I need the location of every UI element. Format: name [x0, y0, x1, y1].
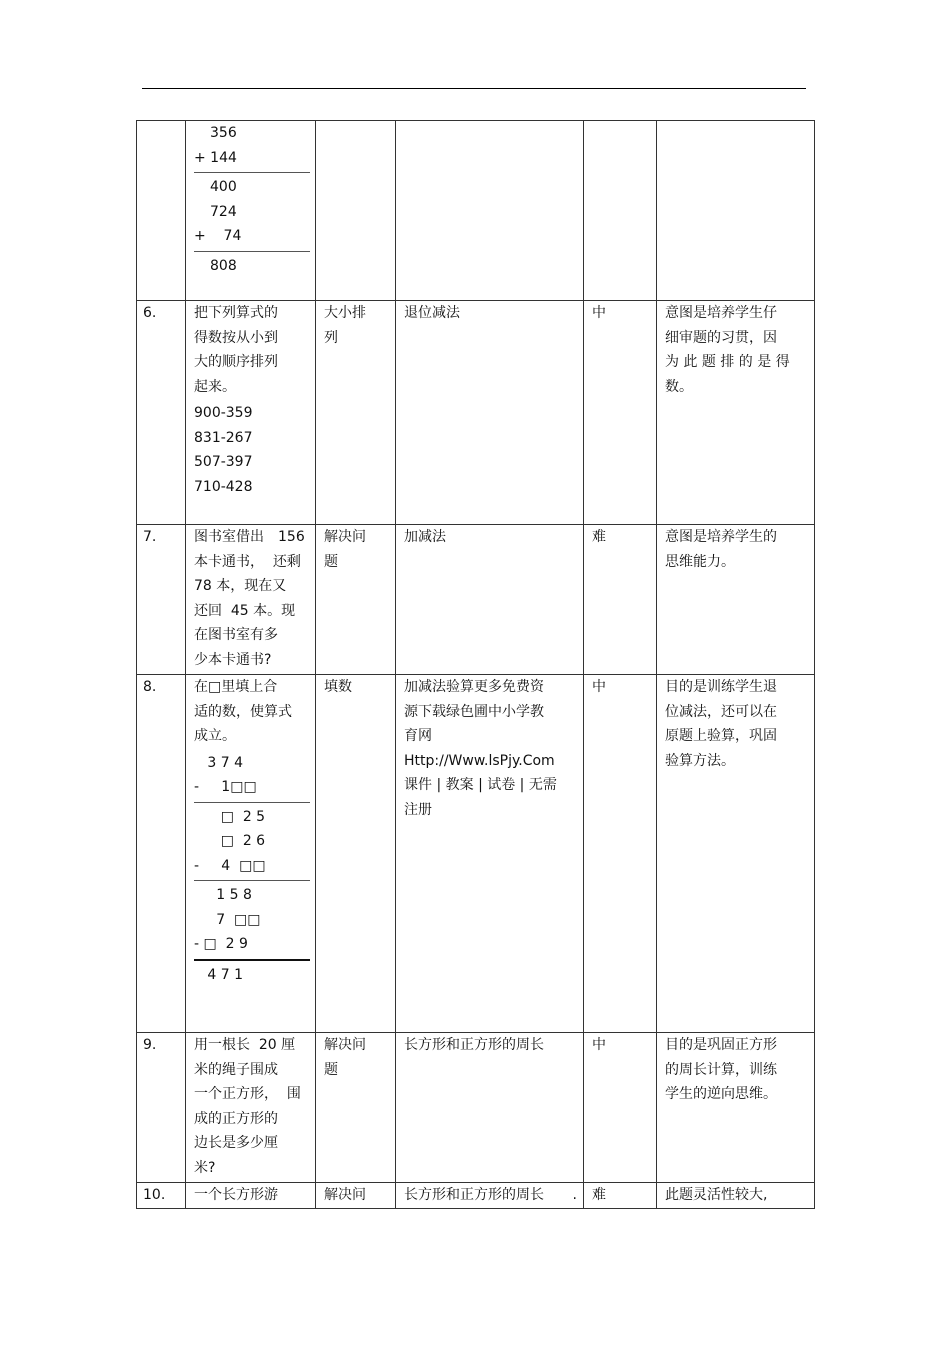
- calc-result: □ 2 5: [194, 808, 266, 825]
- calc-rule: [194, 802, 310, 803]
- calc-rule: [194, 172, 310, 173]
- cell-type: 填数: [316, 675, 396, 1033]
- cell-question: [186, 121, 316, 301]
- cell-num: 10.: [137, 1183, 186, 1209]
- calc-operand: + 144: [194, 149, 237, 166]
- cell-difficulty: 中: [584, 301, 657, 525]
- cell-knowledge: 加减法验算更多免费资 源下载绿色圃中小学教 育网 Http://Www.lsPjy.Com 课件 | 教案 | 试卷 | 无需 注册: [396, 675, 584, 1033]
- calc-top: □ 2 6: [194, 833, 266, 849]
- calc-top: 724: [210, 203, 237, 220]
- calc-result: 1 5 8: [194, 887, 252, 903]
- exercise-table: [136, 120, 815, 1209]
- cell-intent: 目的是巩固正方形 的周长计算，训练 学生的逆向思维。: [657, 1033, 815, 1183]
- cell-num: 8.: [137, 675, 186, 1033]
- calc-result: 4 7 1: [194, 966, 243, 983]
- cell-type: 解决问: [316, 1183, 396, 1209]
- calc-result: 400: [210, 179, 237, 195]
- cell-knowledge: 退位减法: [396, 301, 584, 525]
- table-row-10: [137, 1183, 815, 1209]
- cell-knowledge: 长方形和正方形的周长: [396, 1033, 584, 1183]
- cell-type: 大小排 列: [316, 301, 396, 525]
- calc-result: 808: [210, 257, 237, 274]
- calc-operand: - 1□□: [194, 779, 257, 795]
- cell-question: 一个长方形游: [186, 1183, 316, 1209]
- cell-question: 图书室借出 156 本卡通书， 还剩 78 本，现在又 还回 45 本。现 在图书室有多 少本卡通书?: [186, 525, 316, 675]
- cell-type: 解决问 题: [316, 1033, 396, 1183]
- knowledge-suffix: .: [572, 1187, 577, 1203]
- calc-rule: [194, 959, 310, 961]
- calc-top: 3 7 4: [194, 754, 243, 771]
- cell-difficulty: 难: [584, 525, 657, 675]
- calc-rule: [194, 251, 310, 252]
- cell-question: 在□里填上合 适的数，使算式 成立。 3 7 4 - 1□□ □ 2 5 □ 2 6 - 4 □□ 1 5 8 7 □□ - □ 2 9 4 7 1: [186, 675, 316, 1033]
- cell-knowledge: [396, 121, 584, 301]
- cell-intent: 意图是培养学生仔 细审题的习贯，因 为 此 题 排 的 是 得 数。: [657, 301, 815, 525]
- cell-type: 解决问 题: [316, 525, 396, 675]
- cell-question: 把下列算式的 得数按从小到 大的顺序排列 起来。 900-359 831-267 507-397 710-428: [186, 301, 316, 525]
- cell-num: [137, 121, 186, 301]
- calc-operand: - □ 2 9: [194, 936, 248, 952]
- table-row-continuation: [137, 121, 815, 301]
- cell-type: [316, 121, 396, 301]
- calc-top: 7 □□: [194, 911, 261, 928]
- calc-rule: [194, 880, 310, 881]
- header-rule: [142, 88, 806, 89]
- table-row-7: [137, 525, 815, 675]
- calc-top: 356: [210, 125, 237, 141]
- cell-intent: 此题灵活性较大,: [657, 1183, 815, 1209]
- cell-difficulty: [584, 121, 657, 301]
- calc-operand: - 4 □□: [194, 857, 266, 874]
- cell-question: 用一根长 20 厘 米的绳子围成 一个正方形， 围 成的正方形的 边长是多少厘 米?: [186, 1033, 316, 1183]
- cell-num: 6.: [137, 301, 186, 525]
- cell-difficulty: 中: [584, 1033, 657, 1183]
- cell-knowledge: 加减法: [396, 525, 584, 675]
- cell-num: 9.: [137, 1033, 186, 1183]
- cell-knowledge: 长方形和正方形的周长 .: [396, 1183, 584, 1209]
- cell-num: 7.: [137, 525, 186, 675]
- calc-operand: + 74: [194, 228, 242, 244]
- cell-intent: 意图是培养学生的 思维能力。: [657, 525, 815, 675]
- cell-intent: 目的是训练学生退 位减法，还可以在 原题上验算，巩固 验算方法。: [657, 675, 815, 1033]
- cell-difficulty: 中: [584, 675, 657, 1033]
- table-row-9: [137, 1033, 815, 1183]
- table-row-8: [137, 675, 815, 1033]
- table-row-6: [137, 301, 815, 525]
- cell-difficulty: 难: [584, 1183, 657, 1209]
- cell-intent: [657, 121, 815, 301]
